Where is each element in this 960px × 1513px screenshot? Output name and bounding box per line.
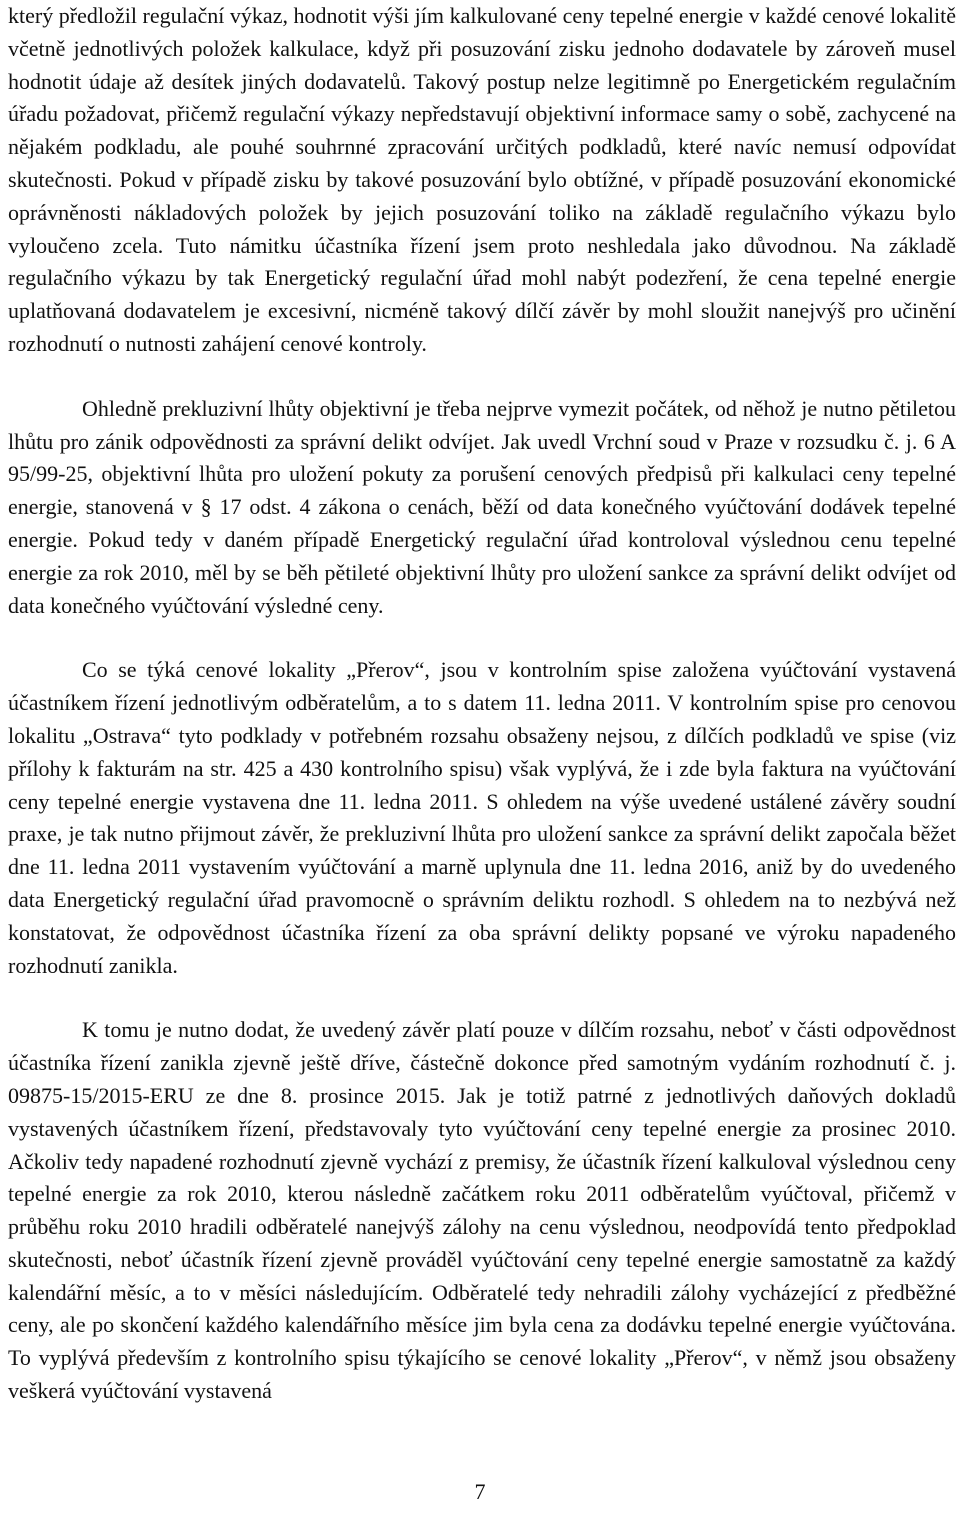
paragraph-price-locality: Co se týká cenové lokality „Přerov“, jsou v kontrolním spise založena vyúčtování vystavená účastníkem řízení jednotlivým odběratelům, a to s datem 11. ledna 2011. V kontrolním spise pro cenovou lokalitu „Ostrava“ tyto podklady v potřebném rozsahu obsaženy nejsou, z dílčích podkladů ve spise (viz přílohy k fakturám na str. 425 a 430 kontrolního spisu) však vyplývá, že i zde byla faktura na vyúčtování ceny tepelné energie vystavena dne 11. ledna 2011. S ohledem na výše uvedené ustálené závěry soudní praxe, je tak nutno přijmout závěr, že prekluzivní lhůta pro uložení sankce za správní delikt započala běžet dne 11. ledna 2011 vystavením vyúčtování a marně uplynula dne 11. ledna 2016, aniž by do uvedeného data Energetický regulační úřad pravomocně o správním deliktu rozhodl. S ohledem na to nezbývá než konstatovat, že odpovědnost účastníka řízení za oba správní delikty popsané ve výroku napadeného rozhodnutí zanikla. bbox=[8, 657, 956, 978]
document-page bbox=[8, 0, 956, 1408]
paragraph-preclusion-period: Ohledně prekluzivní lhůty objektivní je třeba nejprve vymezit počátek, od něhož je nutno pětiletou lhůtu pro zánik odpovědnosti za správní delikt odvíjet. Jak uvedl Vrchní soud v Praze v rozsudku č. j. 6 A 95/99-25, objektivní lhůta pro uložení pokuty za porušení cenových předpisů při kalkulaci ceny tepelné energie, stanovená v § 17 odst. 4 zákona o cenách, běží od data konečného vyúčtování dodávek tepelné energie. Pokud tedy v daném případě Energetický regulační úřad kontroloval výslednou cenu tepelné energie za rok 2010, měl by se běh pětileté objektivní lhůty pro uložení sankce za správní delikt odvíjet od data konečného vyúčtování výsledné ceny. bbox=[8, 395, 956, 618]
paragraph-continuation: který předložil regulační výkaz, hodnotit výši jím kalkulované ceny tepelné energie v každé cenové lokalitě včetně jednotlivých položek kalkulace, když při posuzování zisku jednoho dodavatele by zároveň musel hodnotit údaje až desítek jiných dodavatelů. Takový postup nelze legitimně po Energetickém regulačním úřadu požadovat, přičemž regulační výkazy nepředstavují objektivní informace samy o sobě, zachycené na nějakém podkladu, ale pouhé souhrnné zpracování určitých podkladů, které navíc nemusí odpovídat skutečnosti. Pokud v případě zisku by takové posuzování bylo obtížné, v případě posuzování ekonomické oprávněnosti nákladových položek by jejich posuzování toliko na základě regulačního výkazu bylo vyloučeno zcela. Tuto námitku účastníka řízení jsem proto neshledala jako důvodnou. Na základě regulačního výkazu by tak Energetický regulační úřad mohl nabýt podezření, že cena tepelné energie uplatňovaná dodavatelem je excesivní, nicméně takový dílčí závěr by mohl sloužit nanejvýš pro učinění rozhodnutí o nutnosti zahájení cenové kontroly. bbox=[8, 3, 956, 356]
page-number: 7 bbox=[474, 1479, 486, 1504]
paragraph-partial-scope: K tomu je nutno dodat, že uvedený závěr platí pouze v dílčím rozsahu, neboť v části odpovědnost účastníka řízení zanikla zjevně ještě dříve, částečně dokonce před samotným vydáním rozhodnutí č. j. 09875-15/2015-ERU ze dne 8. prosince 2015. Jak je totiž patrné z jednotlivých daňových dokladů vystavených účastníkem řízení, představovaly tyto vyúčtování ceny tepelné energie za prosinec 2010. Ačkoliv tedy napadené rozhodnutí zjevně vychází z premisy, že účastník řízení kalkuloval výslednou ceny tepelné energie za rok 2010, kterou následně začátkem roku 2011 odběratelům vyúčtoval, přičemž v průběhu roku 2010 hradili odběratelé nanejvýš zálohy na cenu výslednou, neodpovídá tento předpoklad skutečnosti, neboť účastník řízení zjevně prováděl vyúčtování ceny tepelné energie samostatně za každý kalendářní měsíc, a to v měsíci následujícím. Odběratelé tedy nehradili zálohy vycházející z předběžné ceny, ale po skončení každého kalendářního měsíce jim byla cena za dodávku tepelné energie vyúčtována. To vyplývá především z kontrolního spisu týkajícího se cenové lokality „Přerov“, v němž jsou obsaženy veškerá vyúčtování vystavená bbox=[8, 1017, 956, 1404]
